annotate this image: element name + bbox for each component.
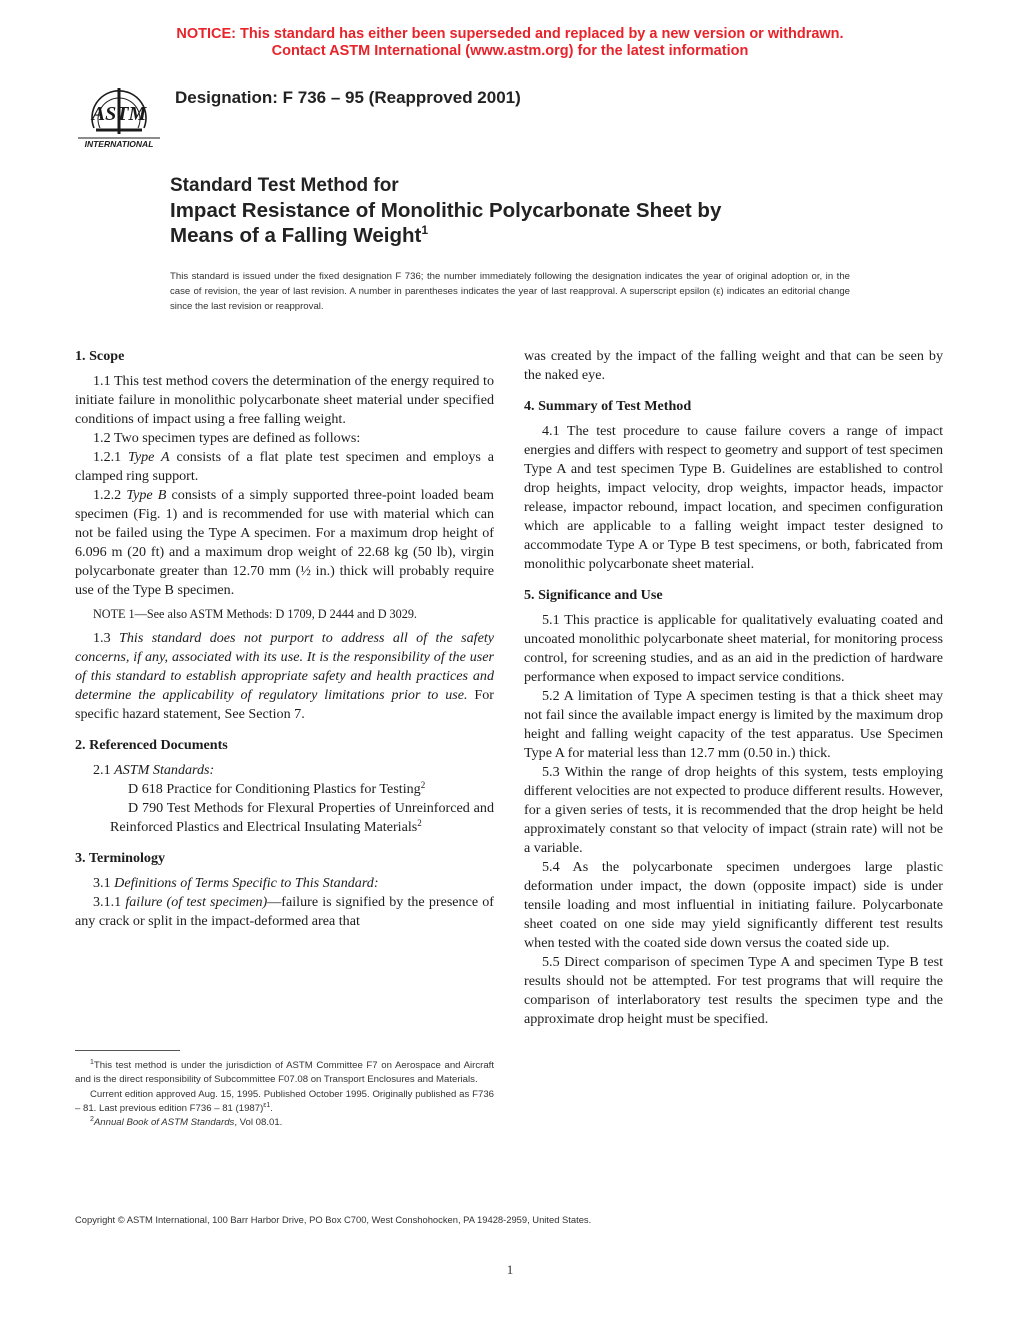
para-num: 3.1.1 bbox=[93, 894, 126, 910]
logo-subtitle: INTERNATIONAL bbox=[84, 139, 154, 149]
footnotes bbox=[75, 1059, 494, 1130]
footnote-1-edition bbox=[75, 1088, 494, 1117]
section-heading-scope: 1. Scope bbox=[75, 348, 125, 364]
para-4-1: 4.1 The test procedure to cause failure covers a range of impact energies and differs with respect to geometry and support of test specimen Type A and test specimen Type B. Guidelines are established to control drop heights, impact velocity, drop weights, impactor heads, impactor release, impactor rebound, impact location, and specimen configuration which are applicable to a falling weight impact tester designed to accommodate Type A or Type B test specimens, or both, fabricated from monolithic polycarbonate sheet material. bbox=[524, 423, 943, 572]
para-text: consists of a flat plate test specimen and employs a clamped ring support. bbox=[75, 449, 494, 484]
para-1-2-2 bbox=[75, 486, 494, 600]
para-1-2-1 bbox=[75, 448, 494, 486]
withdrawn-notice bbox=[0, 26, 1020, 60]
footnote-divider bbox=[75, 1050, 180, 1051]
right-column bbox=[524, 347, 943, 1029]
para-5-4: 5.4 As the polycarbonate specimen undergoes large plastic deformation under impact, the down (opposite impact) side is under tensile loading and most influential in initiating failure. Polycarbonate sheet coated on one side may yield significantly different test results when tested with the coated side down versus the coated side up. bbox=[524, 859, 943, 951]
para-num: 2.1 bbox=[93, 762, 115, 778]
title-line-3 bbox=[170, 223, 870, 248]
para-emphasis: Definitions of Terms Specific to This Standard: bbox=[114, 875, 379, 891]
para-emphasis: Type A bbox=[128, 449, 170, 465]
title-line-2: Impact Resistance of Monolithic Polycarbonate Sheet by bbox=[170, 199, 722, 222]
note-1: NOTE 1—See also ASTM Methods: D 1709, D 2444 and D 3029. bbox=[93, 607, 417, 621]
para-emphasis: This standard does not purport to address all of the safety concerns, if any, associated with its use. It is the responsibility of the user of this standard to establish appropriate safety and health practices and determine the applicability of regulatory limitations prior to use. bbox=[75, 630, 494, 703]
para-5-1: 5.1 This practice is applicable for qualitatively evaluating coated and uncoated monolithic polycarbonate sheet material, for monitoring process control, for screening studies, and as an aid in the prediction of hardware performance when exposed to impact service conditions. bbox=[524, 612, 943, 685]
footnote-2 bbox=[75, 1116, 494, 1130]
footnote-mark: 2 bbox=[90, 1116, 94, 1124]
left-column bbox=[75, 347, 494, 931]
reference-d618 bbox=[75, 780, 494, 799]
para-num: 1.2.2 bbox=[93, 487, 127, 503]
title-footnote-mark: 1 bbox=[421, 223, 429, 237]
para-5-5: 5.5 Direct comparison of specimen Type A and specimen Type B test results should not be attempted. For test programs that will require the comparison of interlaboratory test results the specimen type and the approximate drop height must be specified. bbox=[524, 954, 943, 1027]
para-text: —failure is signified by the presence of any crack or split in the impact-deformed area that bbox=[75, 894, 495, 929]
para-2-1 bbox=[75, 761, 494, 780]
para-1-1: 1.1 This test method covers the determination of the energy required to initiate failure in monolithic polycarbonate sheet material under specified conditions of impact using a free falling weight. bbox=[75, 373, 494, 427]
para-1-3 bbox=[75, 629, 494, 724]
issue-note: This standard is issued under the fixed designation F 736; the number immediately following the designation indicates the year of original adoption or, in the case of revision, the year of last revision. A number in parentheses indicates the year of last reapproval. A superscript epsilon (ε) indicates an editorial change since the last revision or reapproval. bbox=[170, 271, 850, 312]
para-num: 1.2.1 bbox=[93, 449, 129, 465]
footnote-1 bbox=[75, 1059, 494, 1088]
notice-line-1: NOTICE: This standard has either been superseded and replaced by a new version or withdrawn. bbox=[176, 26, 844, 42]
title-line-3-text: Means of a Falling Weight bbox=[170, 224, 422, 247]
document-title bbox=[170, 174, 870, 248]
para-text: For specific hazard statement, See Section 7. bbox=[75, 687, 494, 722]
section-heading-terminology: 3. Terminology bbox=[75, 850, 166, 866]
section-heading-significance: 5. Significance and Use bbox=[524, 587, 663, 603]
copyright-line: Copyright © ASTM International, 100 Barr Harbor Drive, PO Box C700, West Conshohocken, PA 19428-2959, United States. bbox=[75, 1214, 592, 1225]
reference-d790 bbox=[75, 799, 494, 837]
para-emphasis: failure (of test specimen) bbox=[125, 894, 268, 910]
page-number: 1 bbox=[506, 1262, 514, 1277]
para-3-1-1 bbox=[75, 893, 494, 931]
logo-letters: ASTM bbox=[91, 103, 147, 125]
footnote-mark: 2 bbox=[417, 818, 422, 828]
footnote-text: , Vol 08.01. bbox=[234, 1117, 283, 1129]
title-line-1: Standard Test Method for bbox=[170, 175, 399, 196]
footnote-emphasis: Annual Book of ASTM Standards bbox=[93, 1117, 235, 1129]
footnote-text: This test method is under the jurisdiction of ASTM Committee F7 on Aerospace and Aircraft and is the direct responsibility of Subcommittee F07.08 on Transport Enclosures and Materials. bbox=[75, 1060, 494, 1086]
section-heading-referenced-documents: 2. Referenced Documents bbox=[75, 737, 228, 753]
para-emphasis: Type B bbox=[126, 487, 167, 503]
reference-text: D 790 Test Methods for Flexural Properties of Unreinforced and Reinforced Plastics and Electrical Insulating Materials bbox=[110, 800, 494, 835]
designation: Designation: F 736 – 95 (Reapproved 2001) bbox=[175, 88, 521, 107]
para-emphasis: ASTM Standards: bbox=[114, 762, 215, 778]
para-3-1 bbox=[75, 874, 494, 893]
footnote-mark: 1 bbox=[90, 1059, 94, 1066]
footnote-text: Current edition approved Aug. 15, 1995. Published October 1995. Originally published as F736 – 81. Last previous edition F736 – 81 (1987) bbox=[75, 1088, 494, 1114]
para-3-1-1-continued: was created by the impact of the falling weight and that can be seen by the naked eye. bbox=[524, 348, 943, 383]
epsilon-mark: ε1 bbox=[263, 1101, 271, 1109]
astm-logo-icon bbox=[74, 72, 164, 156]
footnote-mark: 2 bbox=[420, 780, 426, 790]
para-num: 3.1 bbox=[93, 875, 115, 891]
para-5-2: 5.2 A limitation of Type A specimen testing is that a thick sheet may not fail since the available impact energy is limited by the maximum drop height and falling weight capacity of the test apparatus. Use Specimen Type A for material less than 12.7 mm (0.50 in.) thick. bbox=[524, 688, 943, 761]
section-heading-summary: 4. Summary of Test Method bbox=[524, 398, 692, 414]
notice-line-2: Contact ASTM International (www.astm.org) for the latest information bbox=[271, 43, 749, 59]
para-1-2: 1.2 Two specimen types are defined as follows: bbox=[93, 430, 361, 446]
para-num: 1.3 bbox=[93, 630, 120, 646]
para-text: consists of a simply supported three-point loaded beam specimen (Fig. 1) and is recommended for use with material which can not be failed using the Type A specimen. For a maximum drop height of 6.096 m (20 ft) and a maximum drop weight of 22.68 kg (50 lb), virgin polycarbonate greater than 12.70 mm (½ in.) thick will probably require use of the Type B specimen. bbox=[75, 487, 494, 598]
para-5-3: 5.3 Within the range of drop heights of this system, tests employing different velocities are not expected to produce different results. However, for a given series of tests, it is recommended that the drop height be held approximately constant so that velocity of impact (strain rate) will not be a variable. bbox=[524, 764, 943, 856]
footnote-text-end: . bbox=[270, 1102, 273, 1114]
reference-text: D 618 Practice for Conditioning Plastics for Testing bbox=[128, 781, 421, 797]
